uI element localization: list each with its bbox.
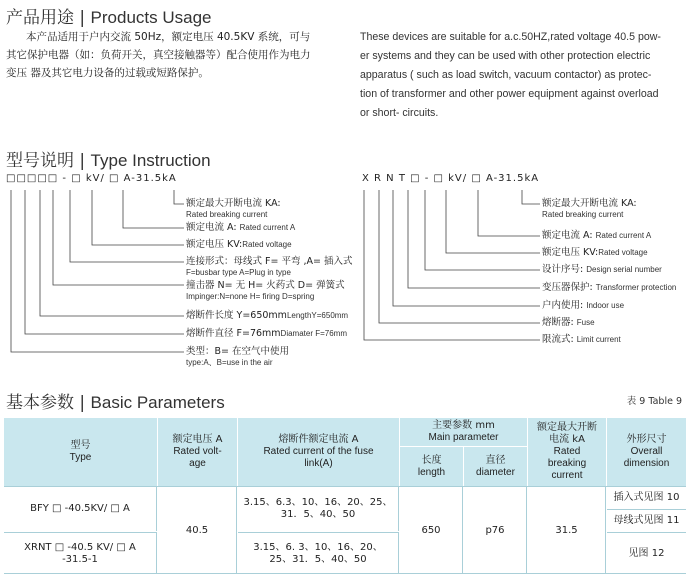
usage-en-line: tion of transformer and other power equipment against overload	[360, 88, 659, 100]
row1-fuse-current: 3.15、6.3、10、16、20、25、 31．5、40、50	[238, 487, 399, 531]
right-label-protection: 变压器保护: Transformer protection	[542, 282, 677, 293]
header-diameter: 直径 diameter	[464, 447, 527, 486]
usage-title-en: Products Usage	[90, 8, 212, 27]
row1-type: BFY □ -40.5KV/ □ A	[4, 487, 157, 531]
left-label-diameter: 熔断件直径 F=76mmDiamater F=76mm	[186, 328, 348, 339]
usage-en-line: These devices are suitable for a.c.50HZ,rated voltage 40.5 pow-	[360, 31, 661, 43]
header-divider	[4, 486, 686, 487]
header-type: 型号 Type	[4, 418, 157, 486]
right-label-breaking: 额定最大开断电流 KA: Rated breaking current	[542, 198, 637, 219]
table-bottom-border	[4, 573, 686, 574]
header-length: 长度 length	[400, 447, 463, 486]
left-label-impinger: 撞击器 N= 无 H= 火药式 D= 弹簧式 Impinger:N=none H= firing D=spring	[186, 280, 345, 301]
right-label-limit: 限流式: Limit current	[542, 334, 621, 345]
type-title-zh: 型号说明	[6, 151, 74, 171]
parameters-table	[4, 418, 686, 574]
params-title: 基本参数 | Basic Parameters	[6, 393, 225, 413]
usage-zh-line: 变压 器及其它电力设备的过载或短路保护。	[6, 67, 209, 79]
left-type-code: □□□□□ - □ kV/ □ A-31.5kA	[6, 173, 177, 184]
right-label-indoor: 户内使用: Indoor use	[542, 300, 625, 311]
usage-title-zh: 产品用途	[6, 8, 74, 28]
shared-length: 650	[400, 487, 463, 574]
left-label-voltage: 额定电压 KV:Rated voltage	[186, 239, 292, 250]
right-label-fuse: 熔断器: Fuse	[542, 317, 595, 328]
usage-zh-line: 本产品适用于户内交流 50Hz，额定电压 40.5KV 系统，可与	[26, 31, 311, 43]
right-label-serial: 设计序号: Design serial number	[542, 264, 662, 275]
header-fuse-current: 熔断件额定电流 A Rated current of the fuse link(A)	[238, 418, 399, 486]
usage-en-line: or short- circuits.	[360, 107, 439, 119]
shared-voltage: 40.5	[158, 487, 237, 574]
right-label-voltage: 额定电压 KV:Rated voltage	[542, 247, 648, 258]
dim-fig12: 见图 12	[607, 532, 686, 574]
left-label-connection: 连接形式：母线式 F= 平弯 ,A= 插入式 F=busbar type A=Plug in type	[186, 256, 353, 277]
header-dimension: 外形尺寸 Overall dimension	[607, 418, 686, 486]
right-type-code: X R N T □ - □ kV/ □ A-31.5kA	[362, 173, 540, 184]
left-label-length: 熔断件长度 Y=650mmLengthY=650mm	[186, 310, 349, 321]
right-label-current: 额定电流 A: Rated current A	[542, 230, 652, 241]
usage-en-line: er systems and they can be used with other protection electric	[360, 50, 651, 62]
header-voltage: 额定电压 A Rated volt- age	[158, 418, 237, 486]
params-title-zh: 基本参数	[6, 393, 74, 413]
left-label-kind: 类型：B= 在空气中使用 type:A、B=use in the air	[186, 346, 289, 367]
left-label-current: 额定电流 A: Rated current A	[186, 222, 296, 233]
left-label-breaking: 额定最大开断电流 KA: Rated breaking current	[186, 198, 281, 219]
row2-fuse-current: 3.15、6. 3、10、16、20、 25、31．5、40、50	[238, 532, 399, 574]
dim-plug-in: 插入式见图 10	[607, 487, 686, 509]
usage-title: 产品用途 | Products Usage	[6, 8, 212, 28]
type-title-en: Type Instruction	[90, 151, 211, 170]
shared-diameter: p76	[464, 487, 527, 574]
type-title: 型号说明 | Type Instruction	[6, 151, 211, 171]
shared-breaking: 31.5	[528, 487, 606, 574]
params-title-en: Basic Parameters	[90, 393, 225, 412]
table-number-label: 表 9 Table 9	[626, 396, 682, 407]
usage-zh-line: 其它保护电器（如：负荷开关，真空接触器等）配合使用作为电力	[6, 49, 311, 61]
header-main-parameter: 主要参数 mm Main parameter	[400, 418, 527, 446]
header-breaking: 额定最大开断 电流 kA Rated breaking current	[528, 418, 606, 486]
usage-en-line: apparatus ( such as load switch, vacuum contactor) as protec-	[360, 69, 652, 81]
dim-busbar: 母线式见图 11	[607, 509, 686, 531]
row2-type: XRNT □ -40.5 KV/ □ A -31.5-1	[4, 532, 157, 574]
